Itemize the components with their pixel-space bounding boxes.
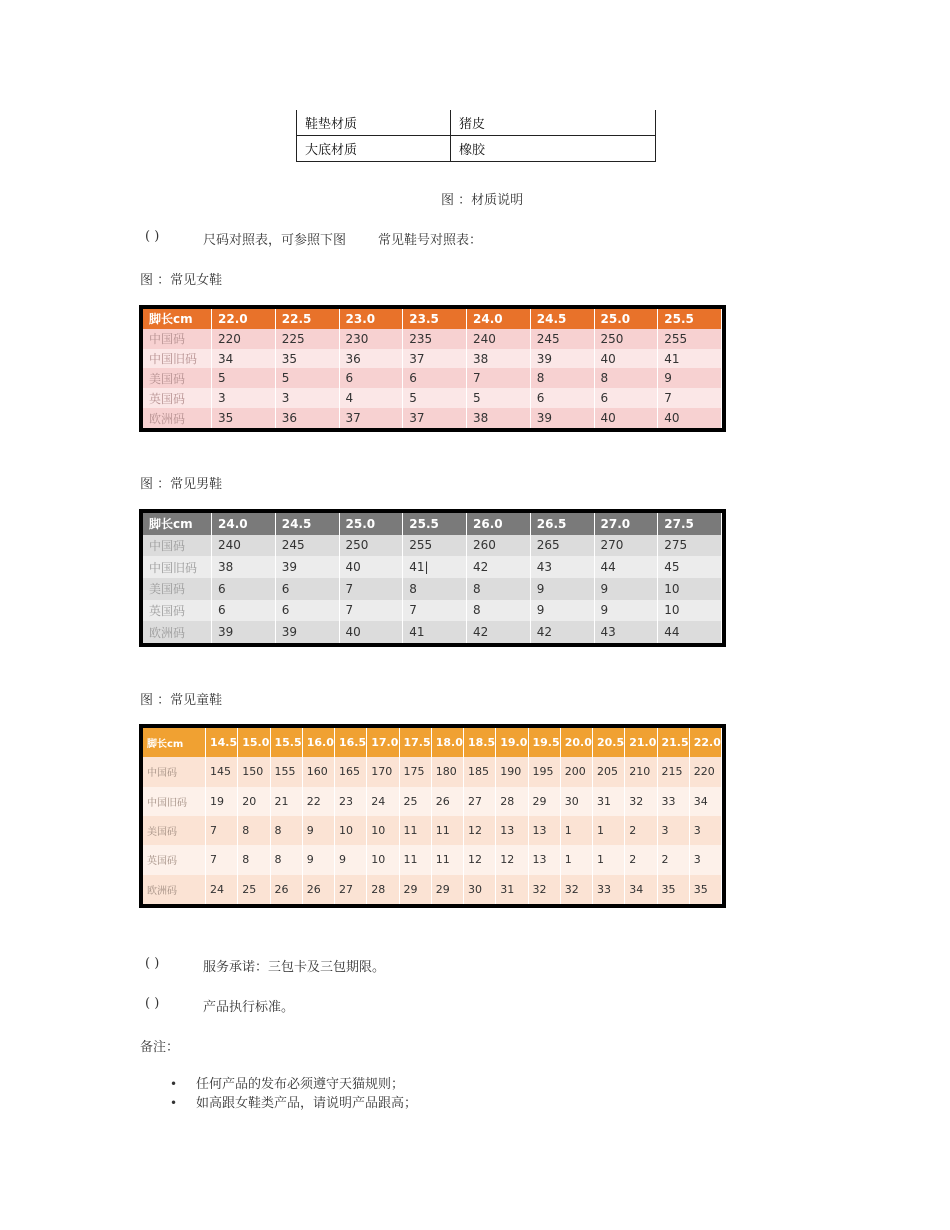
table-cell: 41	[658, 349, 722, 369]
table-cell: 6	[275, 578, 339, 600]
row-label-cell: 欧洲码	[143, 621, 212, 643]
table-cell: 8	[270, 816, 302, 845]
table-cell: 1	[593, 845, 625, 874]
table-cell: 21	[270, 787, 302, 816]
table-cell: 36	[275, 408, 339, 428]
table-cell: 6	[275, 600, 339, 622]
table-cell: 35	[212, 408, 276, 428]
table-cell: 5	[275, 368, 339, 388]
table-cell: 32	[528, 875, 560, 904]
table-header-row	[143, 309, 722, 329]
table-row	[143, 757, 722, 786]
table-cell: 255	[658, 329, 722, 349]
table-cell: 12	[496, 845, 528, 874]
header-cell: 20.5	[593, 728, 625, 757]
header-label-cell: 脚长cm	[143, 513, 212, 535]
row-label-cell: 欧洲码	[143, 875, 206, 904]
table-row	[143, 578, 722, 600]
table-cell: 40	[594, 408, 658, 428]
table-cell: 220	[689, 757, 721, 786]
table-cell: 245	[275, 535, 339, 557]
table-cell: 6	[212, 600, 276, 622]
table-cell: 25	[238, 875, 270, 904]
table-cell: 32	[560, 875, 592, 904]
header-cell: 14.5	[206, 728, 238, 757]
table-cell: 12	[464, 845, 496, 874]
table-cell: 8	[594, 368, 658, 388]
header-cell: 22.5	[275, 309, 339, 329]
table-cell: 11	[399, 845, 431, 874]
table-cell: 8	[270, 845, 302, 874]
table-cell: 7	[206, 845, 238, 874]
table-cell: 19	[206, 787, 238, 816]
table-cell: 11	[431, 816, 463, 845]
table-cell: 1	[560, 845, 592, 874]
table-cell: 9	[302, 845, 334, 874]
table-cell: 27	[464, 787, 496, 816]
size-section-paren: ( )	[145, 229, 160, 244]
table-cell: 8	[238, 845, 270, 874]
table-cell: 6	[212, 578, 276, 600]
table-cell: 160	[302, 757, 334, 786]
table-cell: 9	[658, 368, 722, 388]
table-cell: 9	[594, 600, 658, 622]
table-cell: 7	[658, 388, 722, 408]
standard-text: 产品执行标准。	[203, 1000, 295, 1015]
material-label: 鞋垫材质	[297, 110, 451, 136]
table-cell: 30	[464, 875, 496, 904]
table-cell: 4	[339, 388, 403, 408]
service-text: 服务承诺：三包卡及三包期限。	[203, 960, 386, 975]
table-cell: 40	[594, 349, 658, 369]
table-cell: 170	[367, 757, 399, 786]
header-cell: 24.0	[467, 309, 531, 329]
row-label-cell: 英国码	[143, 845, 206, 874]
table-cell: 2	[625, 845, 657, 874]
table-cell: 8	[467, 578, 531, 600]
table-cell: 27	[335, 875, 367, 904]
bullet-icon: •	[170, 1096, 178, 1110]
header-cell: 19.5	[528, 728, 560, 757]
table-cell: 41|	[403, 556, 467, 578]
table-cell: 155	[270, 757, 302, 786]
table-cell: 230	[339, 329, 403, 349]
women-size-chart	[139, 305, 726, 432]
table-cell: 26	[302, 875, 334, 904]
table-cell: 265	[530, 535, 594, 557]
header-cell: 26.5	[530, 513, 594, 535]
table-cell: 37	[339, 408, 403, 428]
table-cell: 1	[593, 816, 625, 845]
table-row	[143, 845, 722, 874]
table-cell: 33	[657, 787, 689, 816]
table-cell: 185	[464, 757, 496, 786]
table-cell: 8	[403, 578, 467, 600]
table-row	[143, 875, 722, 904]
table-cell: 3	[212, 388, 276, 408]
men-caption: 图 ：常见男鞋	[140, 477, 223, 492]
women-caption: 图 ：常见女鞋	[140, 273, 223, 288]
table-cell: 40	[658, 408, 722, 428]
table-cell: 28	[496, 787, 528, 816]
table-cell: 270	[594, 535, 658, 557]
row-label-cell: 英国码	[143, 388, 212, 408]
table-cell: 7	[206, 816, 238, 845]
header-cell: 17.0	[367, 728, 399, 757]
table-row	[143, 535, 722, 557]
header-cell: 22.0	[689, 728, 721, 757]
material-caption: 图 ：材质说明	[441, 193, 524, 208]
table-cell: 175	[399, 757, 431, 786]
men-size-chart	[139, 509, 726, 647]
table-cell: 26	[431, 787, 463, 816]
kids-size-chart	[139, 724, 726, 908]
table-cell: 44	[658, 621, 722, 643]
header-cell: 15.0	[238, 728, 270, 757]
header-cell: 21.0	[625, 728, 657, 757]
table-cell: 24	[206, 875, 238, 904]
table-row	[143, 329, 722, 349]
header-cell: 19.0	[496, 728, 528, 757]
table-cell: 5	[467, 388, 531, 408]
table-cell: 34	[212, 349, 276, 369]
table-cell: 41	[403, 621, 467, 643]
table-cell: 255	[403, 535, 467, 557]
table-row	[143, 787, 722, 816]
table-cell: 31	[496, 875, 528, 904]
size-section-text2: 常见鞋号对照表：	[378, 233, 483, 248]
table-cell: 6	[339, 368, 403, 388]
table-cell: 260	[467, 535, 531, 557]
header-cell: 25.0	[339, 513, 403, 535]
header-cell: 20.0	[560, 728, 592, 757]
table-cell: 3	[657, 816, 689, 845]
row-label-cell: 美国码	[143, 578, 212, 600]
table-cell: 12	[464, 816, 496, 845]
table-cell: 24	[367, 787, 399, 816]
row-label-cell: 美国码	[143, 368, 212, 388]
table-cell: 30	[560, 787, 592, 816]
table-cell: 2	[657, 845, 689, 874]
row-label-cell: 中国旧码	[143, 349, 212, 369]
table-cell: 42	[467, 556, 531, 578]
header-cell: 18.5	[464, 728, 496, 757]
table-cell: 42	[530, 621, 594, 643]
material-value: 猪皮	[451, 110, 656, 136]
table-header-row	[143, 513, 722, 535]
row-label-cell: 英国码	[143, 600, 212, 622]
table-cell: 39	[530, 408, 594, 428]
header-cell: 24.5	[530, 309, 594, 329]
table-cell: 150	[238, 757, 270, 786]
table-cell: 205	[593, 757, 625, 786]
table-cell: 35	[657, 875, 689, 904]
table-cell: 13	[528, 816, 560, 845]
table-cell: 250	[594, 329, 658, 349]
table-cell: 39	[275, 556, 339, 578]
notes-title: 备注：	[140, 1040, 180, 1055]
list-item	[170, 1075, 417, 1094]
table-cell: 34	[689, 787, 721, 816]
header-cell: 17.5	[399, 728, 431, 757]
table-cell: 180	[431, 757, 463, 786]
header-label-cell: 脚长cm	[143, 309, 212, 329]
table-cell: 37	[403, 349, 467, 369]
table-cell: 35	[689, 875, 721, 904]
row-label-cell: 中国码	[143, 757, 206, 786]
table-cell: 3	[689, 816, 721, 845]
table-cell: 28	[367, 875, 399, 904]
table-cell: 195	[528, 757, 560, 786]
note-text: 任何产品的发布必须遵守天猫规则；	[196, 1077, 405, 1092]
table-row	[143, 600, 722, 622]
table-cell: 6	[530, 388, 594, 408]
table-cell: 39	[530, 349, 594, 369]
table-cell: 29	[399, 875, 431, 904]
table-cell: 215	[657, 757, 689, 786]
header-cell: 21.5	[657, 728, 689, 757]
material-label: 大底材质	[297, 136, 451, 162]
table-cell: 7	[467, 368, 531, 388]
table-cell: 13	[528, 845, 560, 874]
table-cell: 3	[689, 845, 721, 874]
table-cell: 165	[335, 757, 367, 786]
table-cell: 23	[335, 787, 367, 816]
table-cell: 9	[530, 600, 594, 622]
table-cell: 9	[594, 578, 658, 600]
table-cell: 6	[594, 388, 658, 408]
table-cell: 13	[496, 816, 528, 845]
table-cell: 6	[403, 368, 467, 388]
kids-caption: 图 ：常见童鞋	[140, 693, 223, 708]
header-cell: 23.0	[339, 309, 403, 329]
header-cell: 25.5	[658, 309, 722, 329]
table-cell: 240	[212, 535, 276, 557]
table-cell: 9	[335, 845, 367, 874]
table-cell: 29	[431, 875, 463, 904]
table-cell: 36	[339, 349, 403, 369]
header-cell: 16.0	[302, 728, 334, 757]
row-label-cell: 中国旧码	[143, 787, 206, 816]
table-cell: 39	[212, 621, 276, 643]
table-row	[143, 408, 722, 428]
header-cell: 25.0	[594, 309, 658, 329]
header-cell: 26.0	[467, 513, 531, 535]
table-cell: 26	[270, 875, 302, 904]
table-cell: 32	[625, 787, 657, 816]
table-cell: 40	[339, 621, 403, 643]
table-cell: 3	[275, 388, 339, 408]
standard-paren: ( )	[145, 996, 160, 1011]
row-label-cell: 中国码	[143, 329, 212, 349]
header-cell: 16.5	[335, 728, 367, 757]
table-cell: 10	[367, 845, 399, 874]
table-cell: 39	[275, 621, 339, 643]
table-cell: 38	[467, 349, 531, 369]
table-cell: 43	[530, 556, 594, 578]
table-cell: 43	[594, 621, 658, 643]
table-cell: 40	[339, 556, 403, 578]
header-cell: 27.0	[594, 513, 658, 535]
table-row	[143, 349, 722, 369]
note-text: 如高跟女鞋类产品，请说明产品跟高；	[196, 1096, 418, 1111]
table-row	[297, 136, 656, 162]
header-cell: 23.5	[403, 309, 467, 329]
table-cell: 11	[399, 816, 431, 845]
bullet-icon: •	[170, 1077, 178, 1091]
table-cell: 20	[238, 787, 270, 816]
row-label-cell: 美国码	[143, 816, 206, 845]
size-section-text: 尺码对照表，可参照下图	[203, 233, 347, 248]
table-cell: 42	[467, 621, 531, 643]
table-cell: 7	[403, 600, 467, 622]
table-cell: 34	[625, 875, 657, 904]
table-cell: 29	[528, 787, 560, 816]
table-cell: 9	[302, 816, 334, 845]
table-cell: 38	[212, 556, 276, 578]
table-cell: 9	[530, 578, 594, 600]
table-cell: 275	[658, 535, 722, 557]
table-cell: 45	[658, 556, 722, 578]
table-cell: 22	[302, 787, 334, 816]
table-cell: 11	[431, 845, 463, 874]
table-cell: 10	[335, 816, 367, 845]
table-row	[143, 556, 722, 578]
table-cell: 31	[593, 787, 625, 816]
list-item	[170, 1094, 418, 1113]
table-cell: 8	[238, 816, 270, 845]
table-cell: 225	[275, 329, 339, 349]
table-cell: 37	[403, 408, 467, 428]
table-cell: 210	[625, 757, 657, 786]
table-cell: 240	[467, 329, 531, 349]
table-cell: 38	[467, 408, 531, 428]
table-cell: 25	[399, 787, 431, 816]
table-cell: 8	[530, 368, 594, 388]
table-cell: 44	[594, 556, 658, 578]
material-table	[296, 110, 656, 162]
header-cell: 24.5	[275, 513, 339, 535]
table-cell: 145	[206, 757, 238, 786]
table-cell: 10	[658, 600, 722, 622]
table-row	[143, 388, 722, 408]
table-cell: 5	[403, 388, 467, 408]
header-cell: 25.5	[403, 513, 467, 535]
header-cell: 24.0	[212, 513, 276, 535]
table-cell: 8	[467, 600, 531, 622]
row-label-cell: 中国码	[143, 535, 212, 557]
table-cell: 200	[560, 757, 592, 786]
table-cell: 7	[339, 600, 403, 622]
table-row	[297, 110, 656, 136]
header-cell: 15.5	[270, 728, 302, 757]
table-row	[143, 816, 722, 845]
row-label-cell: 中国旧码	[143, 556, 212, 578]
table-cell: 245	[530, 329, 594, 349]
table-cell: 7	[339, 578, 403, 600]
row-label-cell: 欧洲码	[143, 408, 212, 428]
table-cell: 10	[658, 578, 722, 600]
table-cell: 1	[560, 816, 592, 845]
table-cell: 10	[367, 816, 399, 845]
header-label-cell: 脚长cm	[143, 728, 206, 757]
table-row	[143, 368, 722, 388]
table-cell: 235	[403, 329, 467, 349]
table-cell: 190	[496, 757, 528, 786]
table-cell: 220	[212, 329, 276, 349]
notes-list	[170, 1075, 418, 1113]
table-cell: 5	[212, 368, 276, 388]
service-paren: ( )	[145, 956, 160, 971]
material-value: 橡胶	[451, 136, 656, 162]
table-cell: 2	[625, 816, 657, 845]
table-cell: 33	[593, 875, 625, 904]
table-row	[143, 621, 722, 643]
header-cell: 27.5	[658, 513, 722, 535]
table-cell: 35	[275, 349, 339, 369]
table-header-row	[143, 728, 722, 757]
table-cell: 250	[339, 535, 403, 557]
header-cell: 18.0	[431, 728, 463, 757]
header-cell: 22.0	[212, 309, 276, 329]
